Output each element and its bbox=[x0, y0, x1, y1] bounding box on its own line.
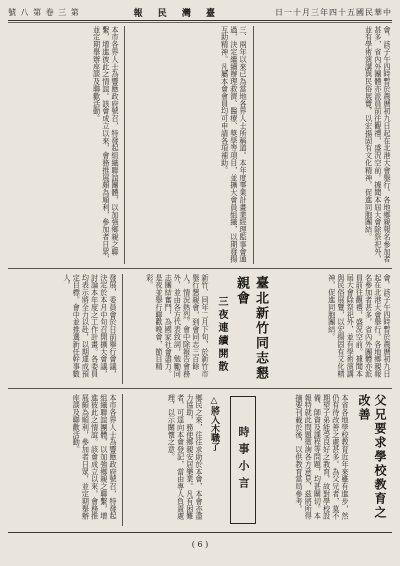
parents-headline: 父兄要求學校教育之改善 bbox=[357, 394, 387, 520]
header-rule bbox=[8, 20, 392, 21]
parents-article-body: 本省各地學校教育近年來雖有進步，然仍有待改善之處甚多。為父兄者，莫不期望子弟能受良好之教育，故對學校設備、師資及課程等問題，均甚關切。本報特就此問題徵詢各方意見，茲將所得摘要刊載於後，以供教育當局參考。 bbox=[294, 394, 350, 520]
article-top-left: 本市各界人士為響應政府號召，特發起組織聯誼團體，以加強鄉親之聯繫，增進彼此之情誼。該會成立以來，會務推展頗為順利，參加者日眾，並定期舉辦座談及聯歡活動。 bbox=[92, 26, 120, 263]
footer-rule bbox=[8, 532, 392, 533]
masthead-issue: 號 八 第 卷 三 第 bbox=[8, 7, 80, 17]
hsinchu-subheadline: 三夜連續開散 bbox=[216, 296, 227, 374]
header-rule-thin bbox=[8, 22, 392, 23]
commentary-box bbox=[230, 396, 256, 524]
column-divider bbox=[253, 26, 254, 264]
section-divider bbox=[8, 388, 392, 389]
article-bottom-left: 本市各界人士為響應政府號召，特發起組織聯誼團體，以加強鄉親之聯繫，增進彼此之情誼。該會成立以來，會務推展頗為順利，參加者日眾，並定期舉辦座談及聯歡活動。 bbox=[72, 394, 118, 520]
column-divider bbox=[122, 394, 123, 526]
commentary-item-title: △將入木職了 bbox=[209, 396, 219, 451]
section-divider bbox=[8, 268, 392, 269]
article-top-middle: 三、兩年以來已為當地各界人士所稱道。本年度事業計畫業經理監事會通過，決定繼續辦理救濟、醫療、獎學等項目，並擴大會員組織，以期發揚互助精神。凡屬本會會員均可申請各項補助。 bbox=[220, 26, 248, 263]
masthead-paper-name: 報 民 灣 臺 bbox=[133, 8, 222, 19]
masthead bbox=[8, 4, 392, 20]
masthead-date: 日一十月三年四十五國民華中 bbox=[275, 7, 392, 17]
article-bottom-middle: 鄉民之來，往往求助於本會，本會亦盡力協助，務使鄉親安居樂業。凡有困難者，可逕向本會登記，當由專人負責處理，以示關懷之意。 bbox=[167, 394, 204, 520]
hsinchu-article-body: 新竹、同年二月下旬，於新竹市舉行懇親會，到會同志三百餘人，情況熱烈。會中除報告會務外，並由各方代表致詞，勉勵同志團結奮鬥，為國家社會盡力。是夜並舉行聯歡晚會，節目精彩。 bbox=[145, 274, 210, 378]
commentary-title: 時事小言 bbox=[237, 426, 250, 494]
article-middle-right: 會。該子午四時暫於農曆初九日起在北港大會舉行。各地鄉親報名參加者甚多，省內外團體亦派員前往觀禮，盛況空前。據聞本屆大會除祭祀外，並有學術演講與民俗展覽，以宏揚固有文化精神，促進同胞團結。 bbox=[327, 274, 392, 378]
page-number: ( 6 ) bbox=[191, 540, 209, 549]
article-top-right: 會。該子午四時暫於農曆初九日起在北港大會舉行。各地鄉親報名參加者甚多，省內外團體亦派員前往觀禮，盛況空前。據聞本屆大會除祭祀外，並有學術演講與民俗展覽，以宏揚固有文化精神，促進同胞團結。 bbox=[364, 26, 392, 263]
column-divider bbox=[124, 26, 125, 264]
column-divider bbox=[122, 274, 123, 384]
article-middle-left: 發展，委員會於日前舉行會議，決定於本月中旬召開擴大會議，討論本年度之工作計畫。各委員均表示將全力以赴，以期達成預定目標。會中並推選新任幹事數人。 bbox=[62, 274, 118, 378]
hsinchu-headline: 臺北新竹同志懇親會 bbox=[234, 276, 268, 381]
